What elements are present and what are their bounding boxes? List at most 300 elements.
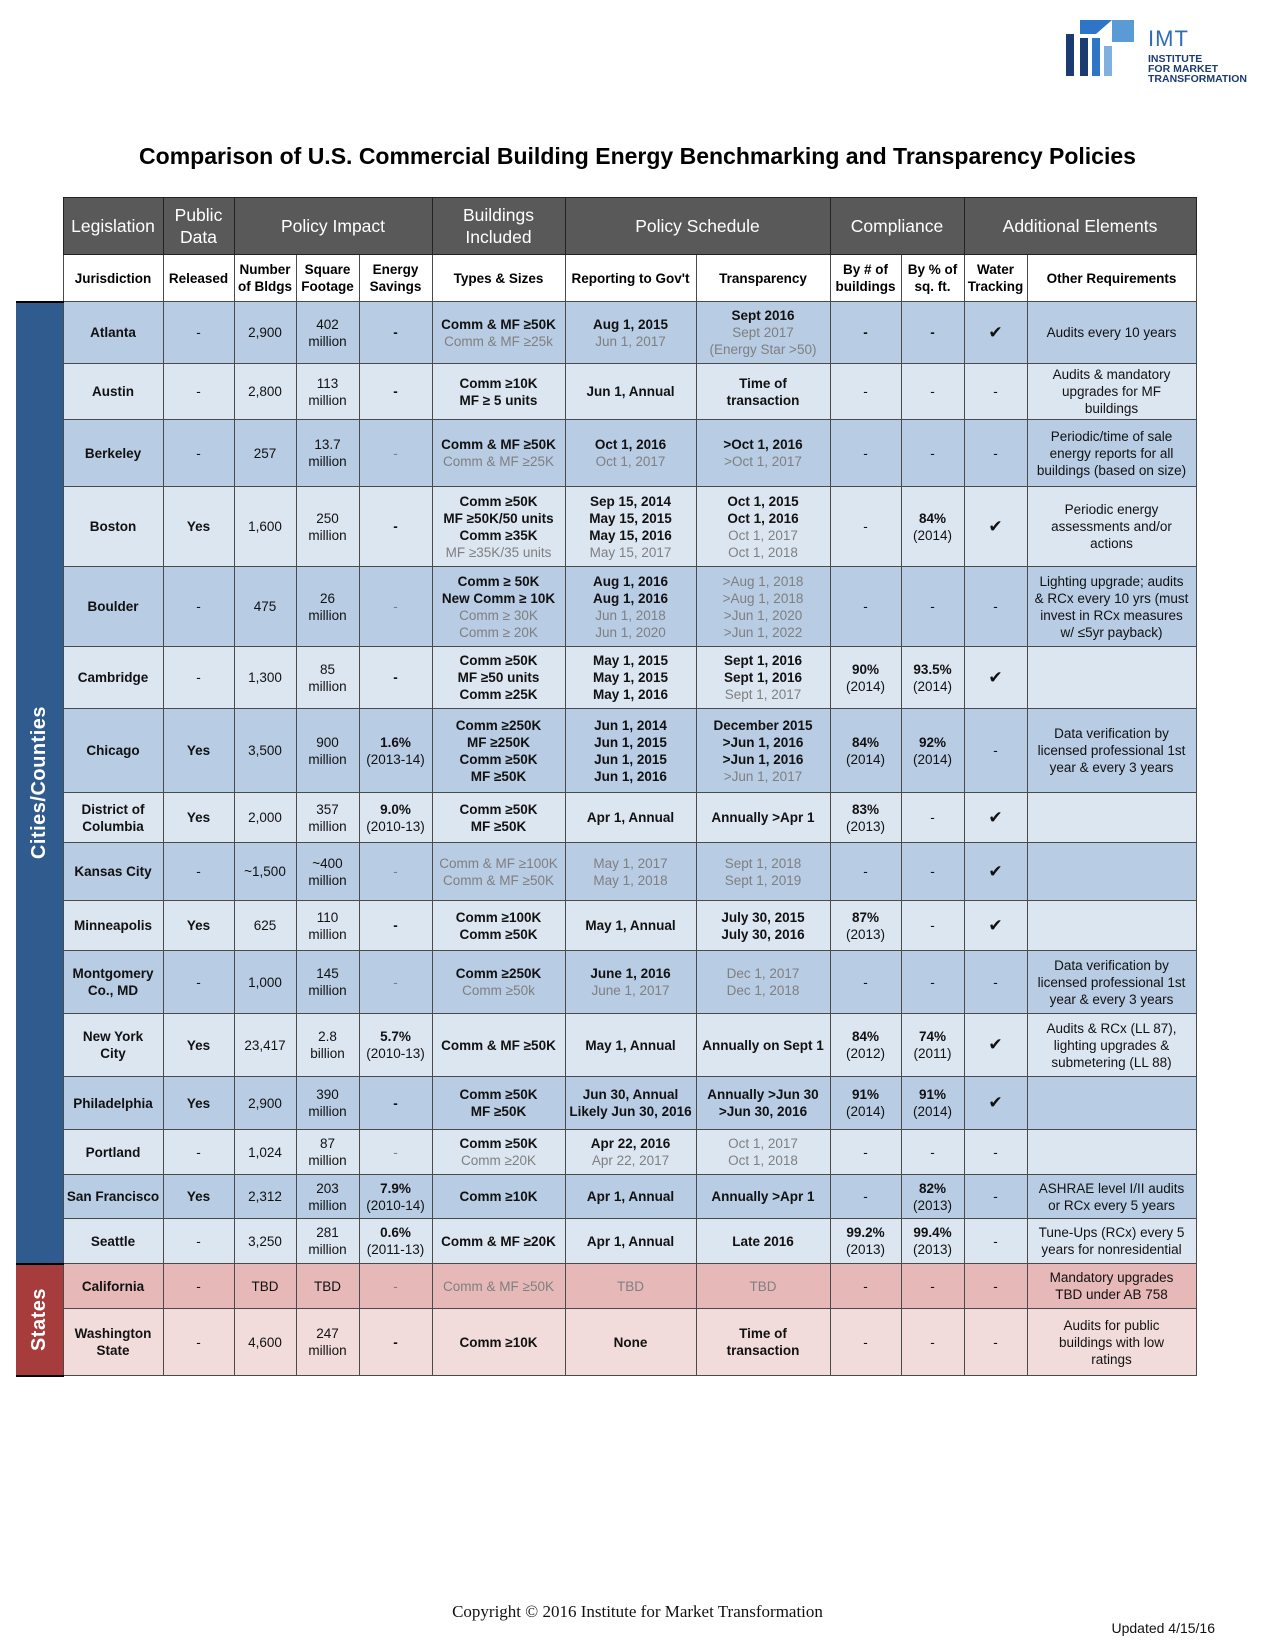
other-requirements-cell [1027, 647, 1196, 709]
released-cell [163, 901, 234, 951]
cell-line: Jun 1, 2015 [594, 734, 667, 750]
copyright-footer: Copyright © 2016 Institute for Market Transformation [452, 1602, 823, 1621]
transparency-cell [696, 1077, 830, 1130]
cell-line: - [393, 325, 398, 340]
number-bldgs-cell [234, 1077, 296, 1130]
cell-line: 99.4% [913, 1225, 952, 1240]
col-other-requirements: Other Requirements [1027, 255, 1196, 302]
cell-line: MF ≥ 5 units [459, 392, 538, 408]
cell-line: (2012) [845, 1046, 886, 1061]
jurisdiction-cell [63, 1014, 163, 1077]
types-sizes-cell [432, 567, 565, 647]
types-sizes-cell [432, 1264, 565, 1309]
cell-line: 84% [851, 734, 880, 750]
cell-line: billion [310, 1046, 345, 1061]
cell-line: (2011-13) [366, 1242, 425, 1257]
cell-line: Audits every 10 years [1046, 325, 1177, 340]
compliance-buildings-cell [830, 302, 901, 364]
cell-line: million [308, 983, 347, 998]
cell-line: actions [1090, 536, 1133, 551]
cell-line: 84% [851, 1029, 880, 1044]
cell-line: - [393, 1334, 398, 1350]
other-requirements-cell [1027, 1175, 1196, 1219]
checkmark-icon: ✔ [988, 1093, 1003, 1112]
cell-line: State [96, 1343, 130, 1358]
cell-line: July 30, 2015 [721, 909, 805, 925]
compliance-buildings-cell [830, 1264, 901, 1309]
table-row [16, 1077, 1196, 1130]
cell-line: (2010-14) [366, 1197, 425, 1213]
cell-line: Apr 1, Annual [586, 1233, 675, 1249]
col-released: Released [163, 255, 234, 302]
cell-line: - [863, 1144, 868, 1160]
table-row [16, 1014, 1196, 1077]
number-bldgs-cell [234, 1219, 296, 1264]
cell-line: year & every 3 years [1049, 991, 1174, 1007]
other-requirements-cell [1027, 1014, 1196, 1077]
cell-line: - [393, 918, 398, 933]
cell-line: Comm & MF ≥25k [444, 333, 553, 349]
cell-line: (2013) [845, 926, 886, 942]
cell-line: Time of [739, 375, 787, 391]
cell-line: 90% [851, 661, 880, 677]
cell-line: 87% [851, 909, 880, 925]
cell-line: >Oct 1, 2016 [723, 437, 803, 452]
cell-line: - [930, 1278, 935, 1294]
cell-line: (2014) [845, 678, 886, 694]
water-tracking-cell [964, 709, 1027, 793]
transparency-cell [696, 487, 830, 567]
cell-line: May 1, 2018 [593, 872, 668, 888]
reporting-cell [565, 1130, 696, 1175]
jurisdiction-cell [63, 302, 163, 364]
cell-line: Comm & MF ≥25K [443, 454, 554, 469]
cell-line: Comm ≥ 30K [459, 607, 538, 623]
cell-line: Comm ≥ 50K [457, 573, 540, 589]
group-header-additional-elements: Additional Elements [964, 198, 1196, 255]
cell-line: million [308, 1242, 347, 1257]
cell-line: 203 [316, 1180, 339, 1196]
cell-line: Apr 1, Annual [586, 810, 675, 825]
cell-line: Boulder [87, 599, 139, 614]
cell-line: Yes [186, 1189, 211, 1204]
cell-line: million [308, 678, 347, 694]
number-bldgs-cell [234, 793, 296, 843]
cell-line: million [308, 454, 347, 469]
cell-line: (2013) [845, 818, 886, 834]
transparency-cell [696, 302, 830, 364]
cell-line: Lighting upgrade; audits [1039, 573, 1184, 589]
col-types-sizes: Types & Sizes [432, 255, 565, 302]
cell-line: - [930, 974, 935, 990]
cell-line: May 1, 2017 [593, 855, 668, 871]
cell-line: Columbia [82, 818, 144, 834]
cell-line: Likely Jun 30, 2016 [569, 1104, 692, 1119]
energy-savings-cell [359, 1130, 432, 1175]
cell-line: 3,500 [248, 743, 282, 758]
cell-line: Jun 1, 2015 [594, 751, 667, 767]
cell-line: invest in RCx measures [1040, 607, 1183, 623]
transparency-cell [696, 647, 830, 709]
cell-line: - [393, 864, 398, 879]
cell-line: Philadelphia [73, 1095, 153, 1111]
cell-line: million [308, 333, 347, 349]
cell-line: Yes [186, 810, 211, 825]
cell-line: 7.9% [380, 1180, 411, 1196]
cell-line: Kansas City [74, 864, 152, 879]
cell-line: Comm ≥ 20K [459, 624, 538, 640]
cell-line: buildings with low [1058, 1334, 1165, 1350]
cell-line: - [196, 1334, 201, 1350]
table-row [16, 1175, 1196, 1219]
other-requirements-cell [1027, 709, 1196, 793]
compliance-buildings-cell [830, 843, 901, 901]
cell-line: (2010-13) [366, 1046, 425, 1061]
cell-line: upgrades for MF [1061, 384, 1162, 399]
square-footage-cell [296, 1175, 359, 1219]
cell-line: - [863, 1334, 868, 1350]
cell-line: - [863, 384, 868, 399]
water-tracking-cell [964, 487, 1027, 567]
cell-line: Oct 1, 2017 [595, 454, 666, 469]
jurisdiction-cell [63, 567, 163, 647]
cell-line: energy reports for all [1049, 445, 1174, 461]
cell-line: (Energy Star >50) [709, 342, 817, 357]
cell-line: 83% [851, 801, 880, 817]
group-header-policy-schedule: Policy Schedule [565, 198, 830, 255]
released-cell [163, 302, 234, 364]
cell-line: 110 [316, 909, 339, 925]
cell-line: - [930, 599, 935, 614]
logo-full-name: INSTITUTE FOR MARKET TRANSFORMATION [1148, 53, 1247, 85]
cell-line: (2014) [912, 527, 953, 543]
table-row [16, 901, 1196, 951]
square-footage-cell [296, 709, 359, 793]
types-sizes-cell [432, 709, 565, 793]
table-row [16, 647, 1196, 709]
cell-line: Comm ≥50K [459, 751, 538, 767]
cell-line: Comm ≥20K [461, 1153, 536, 1168]
cell-line: Apr 22, 2017 [591, 1153, 670, 1168]
water-tracking-cell [964, 420, 1027, 487]
compliance-buildings-cell [830, 364, 901, 420]
cell-line: - [930, 864, 935, 879]
energy-savings-cell [359, 1219, 432, 1264]
types-sizes-cell [432, 647, 565, 709]
released-cell [163, 1077, 234, 1130]
cell-line: Yes [186, 1095, 211, 1111]
jurisdiction-cell [63, 1130, 163, 1175]
compliance-buildings-cell [830, 1309, 901, 1376]
cell-line: Periodic/time of sale [1050, 428, 1173, 444]
logo-acronym: IMT [1148, 26, 1189, 51]
cell-line: Berkeley [84, 445, 142, 461]
cell-line: Comm ≥50K [459, 1087, 538, 1102]
cell-line: - [993, 1144, 998, 1160]
cell-line: Sept 1, 2016 [723, 653, 803, 668]
number-bldgs-cell [234, 901, 296, 951]
transparency-cell [696, 364, 830, 420]
cell-line: - [393, 1095, 398, 1111]
other-requirements-cell [1027, 1264, 1196, 1309]
types-sizes-cell [432, 1219, 565, 1264]
reporting-cell [565, 709, 696, 793]
number-bldgs-cell [234, 647, 296, 709]
cell-line: Annually >Apr 1 [711, 810, 815, 825]
cell-line: (2013) [912, 1197, 953, 1213]
cell-line: - [863, 445, 868, 461]
water-tracking-cell [964, 951, 1027, 1014]
cell-line: (2013) [912, 1242, 953, 1257]
compliance-sqft-cell [901, 1309, 964, 1376]
section-label-text: States [27, 1287, 50, 1352]
cell-line: - [196, 445, 201, 461]
cell-line: Comm & MF ≥50K [441, 316, 556, 332]
transparency-cell [696, 951, 830, 1014]
cell-line: Audits for public [1063, 1317, 1160, 1333]
square-footage-cell [296, 364, 359, 420]
cell-line: Comm ≥50K [459, 801, 538, 817]
cell-line: - [993, 384, 998, 399]
cell-line: MF ≥50 units [457, 670, 540, 685]
energy-savings-cell [359, 1077, 432, 1130]
reporting-cell [565, 1309, 696, 1376]
cell-line: May 1, Annual [585, 1037, 676, 1053]
cell-line: - [196, 384, 201, 399]
released-cell [163, 1219, 234, 1264]
cell-line: million [308, 872, 347, 888]
water-tracking-cell [964, 1175, 1027, 1219]
cell-line: June 1, 2016 [590, 966, 671, 981]
other-requirements-cell [1027, 1309, 1196, 1376]
compliance-buildings-cell [830, 901, 901, 951]
compliance-buildings-cell [830, 647, 901, 709]
jurisdiction-cell [63, 420, 163, 487]
cell-line: - [393, 974, 398, 990]
other-requirements-cell [1027, 951, 1196, 1014]
cell-line: >Jun 1, 2016 [722, 734, 804, 750]
cell-line: million [308, 607, 347, 623]
cell-line: Jun 1, 2017 [595, 333, 666, 349]
transparency-cell [696, 567, 830, 647]
cell-line: 1.6% [380, 734, 411, 750]
compliance-sqft-cell [901, 843, 964, 901]
cell-line: MF ≥50K [470, 768, 527, 784]
number-bldgs-cell [234, 951, 296, 1014]
cell-line: 250 [316, 510, 339, 526]
cell-line: - [393, 519, 398, 534]
types-sizes-cell [432, 302, 565, 364]
water-tracking-cell [964, 793, 1027, 843]
cell-line: 900 [316, 734, 339, 750]
transparency-cell [696, 1175, 830, 1219]
cell-line: buildings [1084, 401, 1139, 416]
checkmark-icon: ✔ [988, 516, 1003, 536]
types-sizes-cell [432, 951, 565, 1014]
cell-line: million [308, 1343, 347, 1358]
cell-line: (2010-13) [366, 818, 425, 834]
cell-line: - [863, 864, 868, 879]
cell-line: - [196, 670, 201, 685]
cell-line: Boston [89, 519, 137, 534]
cell-line: Jun 30, Annual [582, 1087, 679, 1102]
released-cell [163, 709, 234, 793]
policy-table-wrap [16, 197, 1197, 1377]
cell-line: ASHRAE level I/II audits [1038, 1180, 1185, 1196]
cell-line: 390 [316, 1087, 339, 1102]
cell-line: - [393, 384, 398, 399]
released-cell [163, 487, 234, 567]
water-tracking-cell [964, 1219, 1027, 1264]
cell-line: 402 [316, 316, 339, 332]
compliance-sqft-cell [901, 1264, 964, 1309]
jurisdiction-cell [63, 1309, 163, 1376]
energy-savings-cell [359, 1264, 432, 1309]
cell-line: Yes [186, 1037, 211, 1053]
other-requirements-cell [1027, 1130, 1196, 1175]
col-reporting: Reporting to Gov't [565, 255, 696, 302]
square-footage-cell [296, 647, 359, 709]
types-sizes-cell [432, 1014, 565, 1077]
table-row [16, 487, 1196, 567]
cell-line: Data verification by [1054, 957, 1169, 973]
cell-line: 145 [316, 966, 339, 981]
cell-line: 4,600 [248, 1334, 282, 1350]
other-requirements-cell [1027, 302, 1196, 364]
cell-line: or RCx every 5 years [1048, 1197, 1175, 1213]
jurisdiction-cell [63, 487, 163, 567]
cell-line: - [930, 918, 935, 933]
group-header-row [16, 198, 1196, 255]
compliance-sqft-cell [901, 420, 964, 487]
cell-line: Dec 1, 2017 [726, 966, 800, 981]
cell-line: Comm & MF ≥50K [443, 872, 554, 888]
cell-line: - [993, 445, 998, 461]
cell-line: 9.0% [380, 801, 411, 817]
energy-savings-cell [359, 1175, 432, 1219]
cell-line: >Aug 1, 2018 [722, 573, 804, 589]
col-by-buildings: By # of buildings [830, 255, 901, 302]
compliance-sqft-cell [901, 364, 964, 420]
cell-line: - [993, 1278, 998, 1294]
cell-line: (2013-14) [366, 751, 425, 767]
reporting-cell [565, 793, 696, 843]
cell-line: - [993, 1334, 998, 1350]
compliance-sqft-cell [901, 951, 964, 1014]
number-bldgs-cell [234, 1175, 296, 1219]
group-header-buildings-included: Buildings Included [432, 198, 565, 255]
cell-line: (2013) [845, 1242, 886, 1257]
cell-line: - [196, 974, 201, 990]
cell-line: (2014) [912, 678, 953, 694]
table-body [16, 302, 1196, 1376]
cell-line: Annually on Sept 1 [702, 1037, 824, 1053]
types-sizes-cell [432, 487, 565, 567]
cell-line: - [993, 743, 998, 758]
cell-line: Aug 1, 2016 [592, 573, 669, 589]
cell-line: 82% [918, 1180, 947, 1196]
number-bldgs-cell [234, 1309, 296, 1376]
cell-line: 2,900 [248, 1095, 282, 1111]
water-tracking-cell [964, 364, 1027, 420]
cell-line: New York [82, 1029, 144, 1044]
checkmark-icon: ✔ [988, 915, 1003, 935]
page-title: Comparison of U.S. Commercial Building Energy Benchmarking and Transparency Policies [139, 143, 1136, 169]
cell-line: 84% [918, 510, 947, 526]
cell-line: Sept 2017 [732, 325, 794, 340]
jurisdiction-cell [63, 843, 163, 901]
cell-line: Dec 1, 2018 [726, 983, 800, 998]
cell-line: buildings (based on size) [1036, 462, 1187, 478]
cell-line: Sept 1, 2016 [723, 670, 803, 685]
cell-line: 93.5% [913, 661, 952, 677]
water-tracking-cell [964, 1264, 1027, 1309]
cell-line: - [393, 670, 398, 685]
updated-date: Updated 4/15/16 [1111, 1620, 1215, 1636]
compliance-sqft-cell [901, 487, 964, 567]
jurisdiction-cell [63, 1175, 163, 1219]
square-footage-cell [296, 1014, 359, 1077]
energy-savings-cell [359, 420, 432, 487]
cell-line: transaction [726, 392, 800, 408]
cell-line: 23,417 [244, 1037, 286, 1053]
released-cell [163, 1264, 234, 1309]
cell-line: licensed professional 1st [1037, 743, 1186, 758]
group-header-public-data: Public Data [163, 198, 234, 255]
square-footage-cell [296, 1077, 359, 1130]
other-requirements-cell [1027, 793, 1196, 843]
cell-line: New Comm ≥ 10K [441, 590, 556, 606]
other-requirements-cell [1027, 420, 1196, 487]
cell-line: ~1,500 [244, 864, 286, 879]
cell-line: >Jun 1, 2017 [723, 768, 803, 784]
cell-line: 26 [319, 590, 336, 606]
compliance-sqft-cell [901, 709, 964, 793]
col-water-tracking: Water Tracking [964, 255, 1027, 302]
types-sizes-cell [432, 1130, 565, 1175]
other-requirements-cell [1027, 1219, 1196, 1264]
released-cell [163, 420, 234, 487]
cell-line: licensed professional 1st [1037, 974, 1186, 990]
cell-line: 1,000 [248, 974, 282, 990]
imt-logo-mark-icon [1062, 16, 1142, 80]
cell-line: 91% [851, 1087, 880, 1102]
table-row [16, 1264, 1196, 1309]
cell-line: Yes [186, 519, 211, 534]
cell-line: 2.8 [318, 1029, 337, 1044]
states-section-label [16, 1264, 63, 1376]
cell-line: 1,024 [248, 1144, 282, 1160]
cell-line: July 30, 2016 [721, 926, 805, 942]
compliance-sqft-cell [901, 647, 964, 709]
energy-savings-cell [359, 1014, 432, 1077]
released-cell [163, 951, 234, 1014]
cell-line: 5.7% [380, 1029, 411, 1044]
cell-line: MF ≥250K [467, 734, 530, 750]
water-tracking-cell [964, 843, 1027, 901]
cell-line: Chicago [86, 743, 140, 758]
jurisdiction-cell [63, 1219, 163, 1264]
cell-line: Seattle [90, 1233, 136, 1249]
water-tracking-cell [964, 567, 1027, 647]
cell-line: >Aug 1, 2018 [722, 590, 804, 606]
compliance-sqft-cell [901, 1130, 964, 1175]
col-energy-savings: Energy Savings [359, 255, 432, 302]
energy-savings-cell [359, 487, 432, 567]
cell-line: >Oct 1, 2017 [724, 454, 802, 469]
cell-line: >Jun 30, 2016 [718, 1104, 808, 1119]
energy-savings-cell [359, 793, 432, 843]
